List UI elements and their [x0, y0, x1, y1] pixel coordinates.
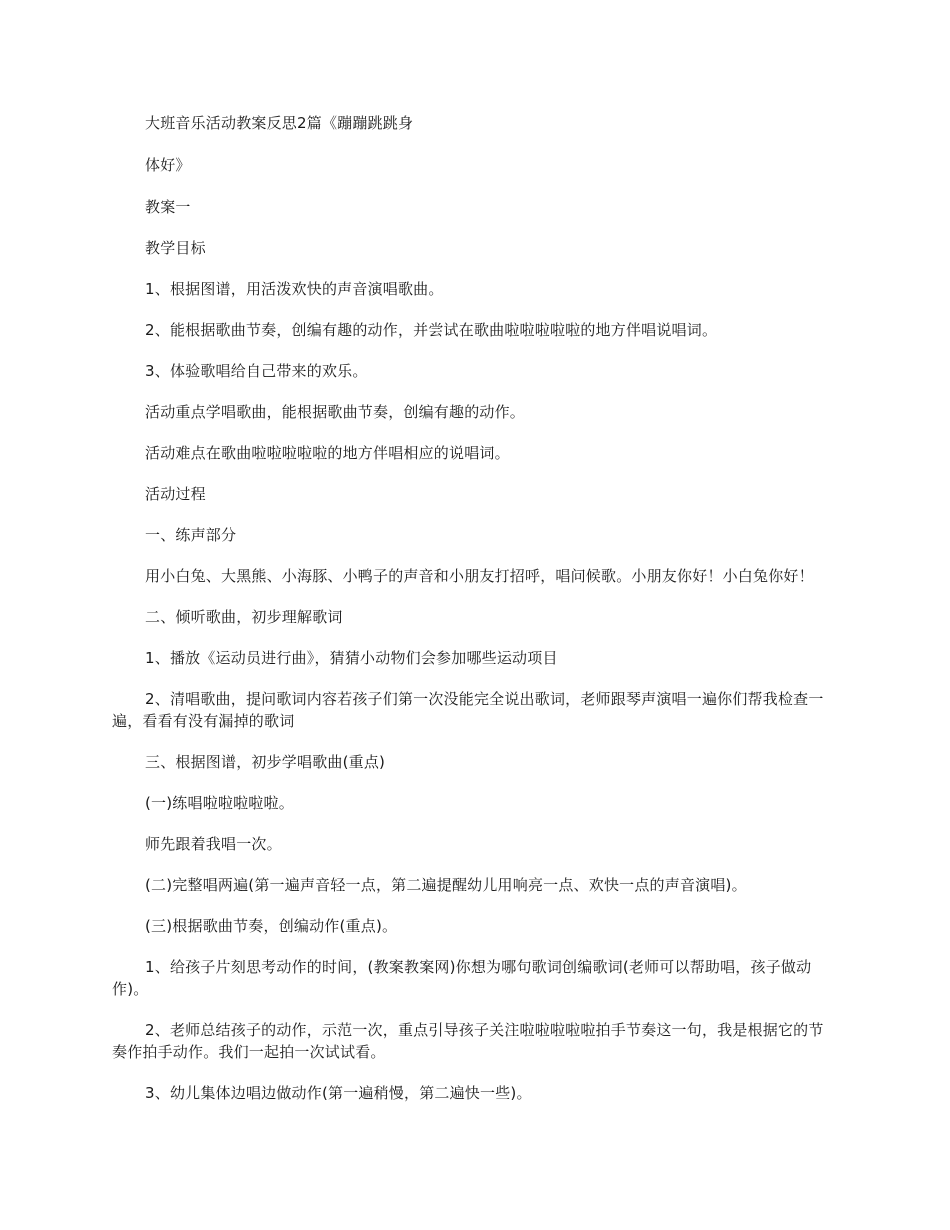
section-item: 2、清唱歌曲，提问歌词内容若孩子们第一次没能完全说出歌词，老师跟琴声演唱一遍你们帮我检查一遍，看看有没有漏掉的歌词	[112, 690, 824, 730]
section-heading: 三、根据图谱，初步学唱歌曲(重点)	[145, 753, 386, 771]
subsection-heading: (一)练唱啦啦啦啦啦。	[145, 794, 294, 812]
goal-item: 2、能根据歌曲节奏，创编有趣的动作，并尝试在歌曲啦啦啦啦啦的地方伴唱说唱词。	[145, 321, 718, 339]
subsection-paragraph: 师先跟着我唱一次。	[145, 835, 282, 853]
document-title-line-1: 大班音乐活动教案反思2篇《蹦蹦跳跳身	[145, 114, 414, 132]
process-heading: 活动过程	[145, 485, 206, 503]
subsection-item: 1、给孩子片刻思考动作的时间，(教案教案网)你想为哪句歌词创编歌词(老师可以帮助唱，孩子做动作)。	[112, 958, 812, 998]
subsection-item: 3、幼儿集体边唱边做动作(第一遍稍慢，第二遍快一些)。	[145, 1084, 532, 1102]
subsection-heading: (三)根据歌曲节奏，创编动作(重点)。	[145, 917, 398, 935]
subsection-heading: (二)完整唱两遍(第一遍声音轻一点，第二遍提醒幼儿用响亮一点、欢快一点的声音演唱)。	[145, 876, 747, 894]
plan-label: 教案一	[145, 198, 191, 216]
difficulty-paragraph: 活动难点在歌曲啦啦啦啦啦的地方伴唱相应的说唱词。	[145, 444, 510, 462]
document-title-line-2: 体好》	[145, 156, 191, 174]
section-heading: 二、倾听歌曲，初步理解歌词	[145, 608, 343, 626]
section-heading: 一、练声部分	[145, 526, 237, 544]
section-item: 1、播放《运动员进行曲》，猜猜小动物们会参加哪些运动项目	[145, 649, 558, 667]
goals-heading: 教学目标	[145, 239, 206, 257]
document-page	[112, 112, 838, 1123]
section-paragraph: 用小白兔、大黑熊、小海豚、小鸭子的声音和小朋友打招呼，唱问候歌。小朋友你好！小白兔你好！	[145, 567, 814, 585]
key-point-paragraph: 活动重点学唱歌曲，能根据歌曲节奏，创编有趣的动作。	[145, 403, 526, 421]
goal-item: 3、体验歌唱给自己带来的欢乐。	[145, 362, 368, 380]
goal-item: 1、根据图谱，用活泼欢快的声音演唱歌曲。	[145, 280, 444, 298]
subsection-item: 2、老师总结孩子的动作，示范一次，重点引导孩子关注啦啦啦啦啦拍手节奏这一句，我是根据它的节奏作拍手动作。我们一起拍一次试试看。	[112, 1021, 824, 1061]
